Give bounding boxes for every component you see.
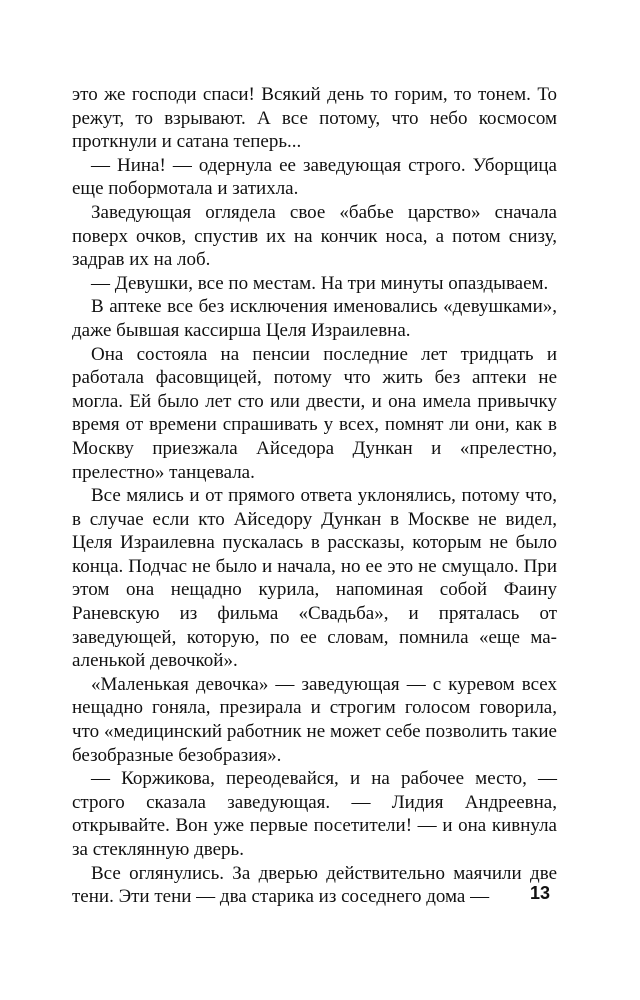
paragraph: Все оглянулись. За дверью действительно маячили две тени. Эти тени — два старика из соседнего дома — xyxy=(72,862,557,908)
paragraph: В аптеке все без исключения именовались «девушками», даже бывшая кассирша Целя Израилевна. xyxy=(72,296,557,341)
paragraph: — Нина! — одернула ее заведующая строго. Уборщица еще побормотала и затихла. xyxy=(72,154,557,200)
paragraph-continuation: это же господи спаси! Всякий день то горим, то тонем. То режут, то взрывают. А все потому, что небо космосом проткнули и сатана теперь... xyxy=(72,84,557,153)
paragraph: Она состояла на пенсии последние лет тридцать и работала фасовщицей, потому что жить без аптеки не могла. Ей было лет сто или двести, и она имела привычку время от времени спрашивать у всех, помнят ли они, как в Москву приезжала Айседора Дункан и «прелестно, прелестно» танцевала. xyxy=(72,343,557,483)
page-number: 13 xyxy=(529,883,550,903)
paragraph: Все мялись и от прямого ответа уклонялись, потому что, в случае если кто Айседору Дункан в Москве не видел, Целя Израилевна пускалась в рассказы, которым не было конца. Подчас не было и начала, но ее это не смущало. При этом она нещадно курила, напоминая собой Фаину Раневскую из фильма «Свадьба», и пряталась от заведующей, которую, по ее словам, помнила «еще ма-аленькой девочкой». xyxy=(72,485,557,672)
paragraph: Заведующая оглядела свое «бабье царство» сначала поверх очков, спустив их на кончик носа, а потом снизу, задрав их на лоб. xyxy=(72,201,557,271)
paragraph: — Девушки, все по местам. На три минуты опаздываем. xyxy=(91,272,549,294)
body-text xyxy=(72,83,557,909)
paragraph: «Маленькая девочка» — заведующая — с куревом всех нещадно гоняла, презирала и строгим голосом говорила, что «медицинский работник не может себе позволить такие безобразные безобразия». xyxy=(72,673,557,766)
paragraph: — Коржикова, переодевайся, и на рабочее место, — строго сказала заведующая. — Лидия Андреевна, открывайте. Вон уже первые посетители! — и она кивнула за стеклянную дверь. xyxy=(72,768,557,860)
